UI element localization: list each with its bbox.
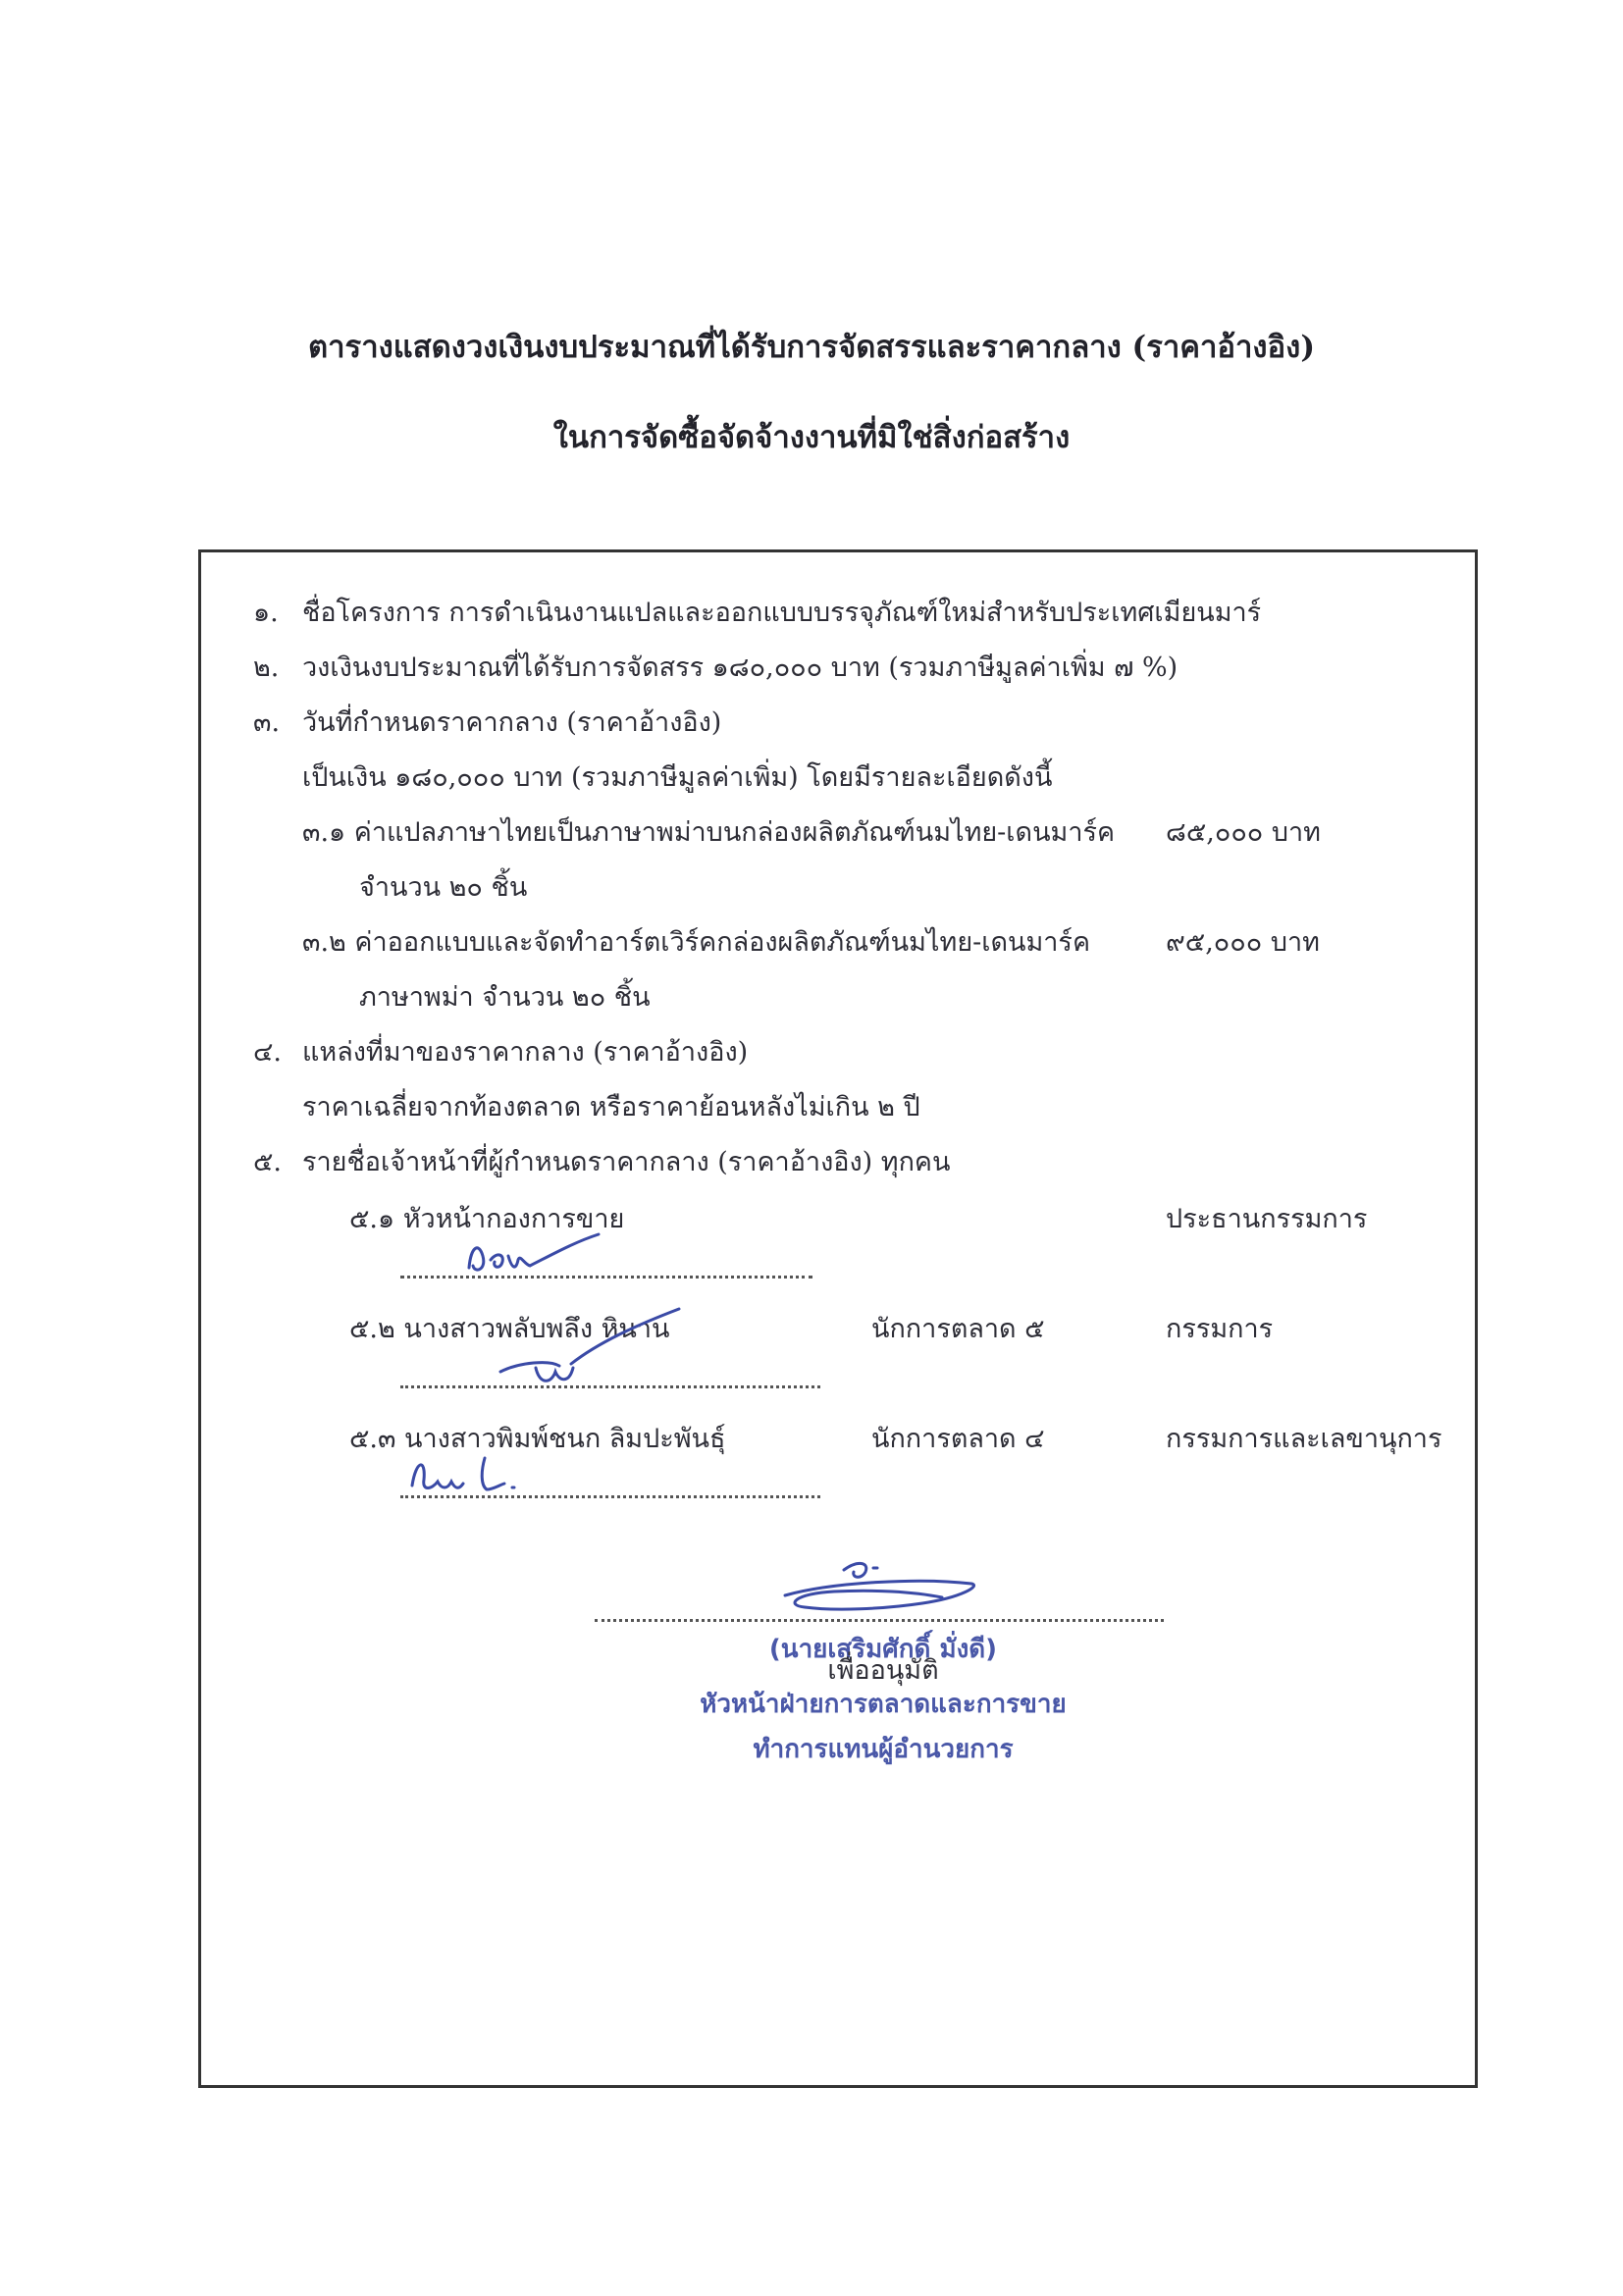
item-number: ๒. [253, 652, 280, 683]
committee-member-role: กรรมการและเลขานุการ [1166, 1424, 1442, 1454]
committee-member-name: ๕.๑ หัวหน้ากองการขาย [349, 1204, 625, 1234]
item-text: วันที่กำหนดราคากลาง (ราคาอ้างอิง) [302, 707, 722, 738]
item-committee-list [253, 1140, 950, 1182]
stamp-name: (นายเสริมศักดิ์ มั่งดี) [768, 1635, 998, 1664]
item-text: รายชื่อเจ้าหน้าที่ผู้กำหนดราคากลาง (ราคาอ้างอิง) ทุกคน [302, 1147, 951, 1177]
item-price-source [253, 1030, 748, 1072]
approve-label: เพื่ออนุมัติ [827, 1655, 939, 1686]
page-subtitle: ในการจัดซื้อจัดจ้างงานที่มิใช่สิ่งก่อสร้าง [552, 420, 1071, 455]
signature-mark [491, 1303, 687, 1391]
item-number: ๕. [253, 1147, 283, 1177]
sub-item-translation-amount: ๘๕,๐๐๐ บาท [1166, 817, 1321, 848]
item-reference-price-detail: เป็นเงิน ๑๘๐,๐๐๐ บาท (รวมภาษีมูลค่าเพิ่ม) โดยมีรายละเอียดดังนี้ [302, 762, 1053, 793]
item-reference-price-date [253, 701, 721, 743]
item-project-name [253, 591, 1261, 633]
sub-item-artwork-amount: ๙๕,๐๐๐ บาท [1166, 927, 1320, 958]
committee-member-name: ๕.๒ นางสาวพลับพลึง หินาน [349, 1314, 670, 1344]
item-number: ๔. [253, 1037, 283, 1068]
page-title: ตารางแสดงวงเงินงบประมาณที่ได้รับการจัดสรรและราคากลาง (ราคาอ้างอิง) [308, 330, 1315, 365]
item-budget [253, 646, 1178, 688]
item-price-source-detail: ราคาเฉลี่ยจากท้องตลาด หรือราคาย้อนหลังไม่เกิน ๒ ปี [302, 1092, 920, 1122]
committee-member-position: นักการตลาด ๕ [871, 1314, 1045, 1344]
approval-signature-mark [775, 1548, 991, 1627]
stamp-acting: ทำการแทนผู้อำนวยการ [753, 1735, 1014, 1764]
stamp-title: หัวหน้าฝ่ายการตลาดและการขาย [700, 1690, 1067, 1719]
committee-member-name: ๕.๓ นางสาวพิมพ์ชนก ลิมปะพันธุ์ [349, 1424, 726, 1454]
item-number: ๓. [253, 707, 281, 738]
sub-item-artwork: ๓.๒ ค่าออกแบบและจัดทำอาร์ตเวิร์คกล่องผลิตภัณฑ์นมไทย-เดนมาร์ค [302, 927, 1090, 958]
sub-item-translation-qty: จำนวน ๒๐ ชิ้น [359, 872, 528, 903]
sub-item-translation: ๓.๑ ค่าแปลภาษาไทยเป็นภาษาพม่าบนกล่องผลิตภัณฑ์นมไทย-เดนมาร์ค [302, 817, 1116, 848]
sub-item-artwork-qty: ภาษาพม่า จำนวน ๒๐ ชิ้น [359, 982, 651, 1013]
committee-member-role: กรรมการ [1166, 1314, 1274, 1344]
signature-mark [402, 1450, 550, 1499]
item-number: ๑. [253, 598, 279, 628]
signature-mark [461, 1226, 608, 1285]
committee-member-role: ประธานกรรมการ [1166, 1204, 1368, 1234]
item-text: ชื่อโครงการ การดำเนินงานแปลและออกแบบบรรจุภัณฑ์ใหม่สำหรับประเทศเมียนมาร์ [302, 598, 1262, 628]
committee-member-position: นักการตลาด ๔ [871, 1424, 1045, 1454]
item-text: แหล่งที่มาของราคากลาง (ราคาอ้างอิง) [302, 1037, 749, 1068]
item-text: วงเงินงบประมาณที่ได้รับการจัดสรร ๑๘๐,๐๐๐ บาท (รวมภาษีมูลค่าเพิ่ม ๗ %) [302, 652, 1178, 683]
